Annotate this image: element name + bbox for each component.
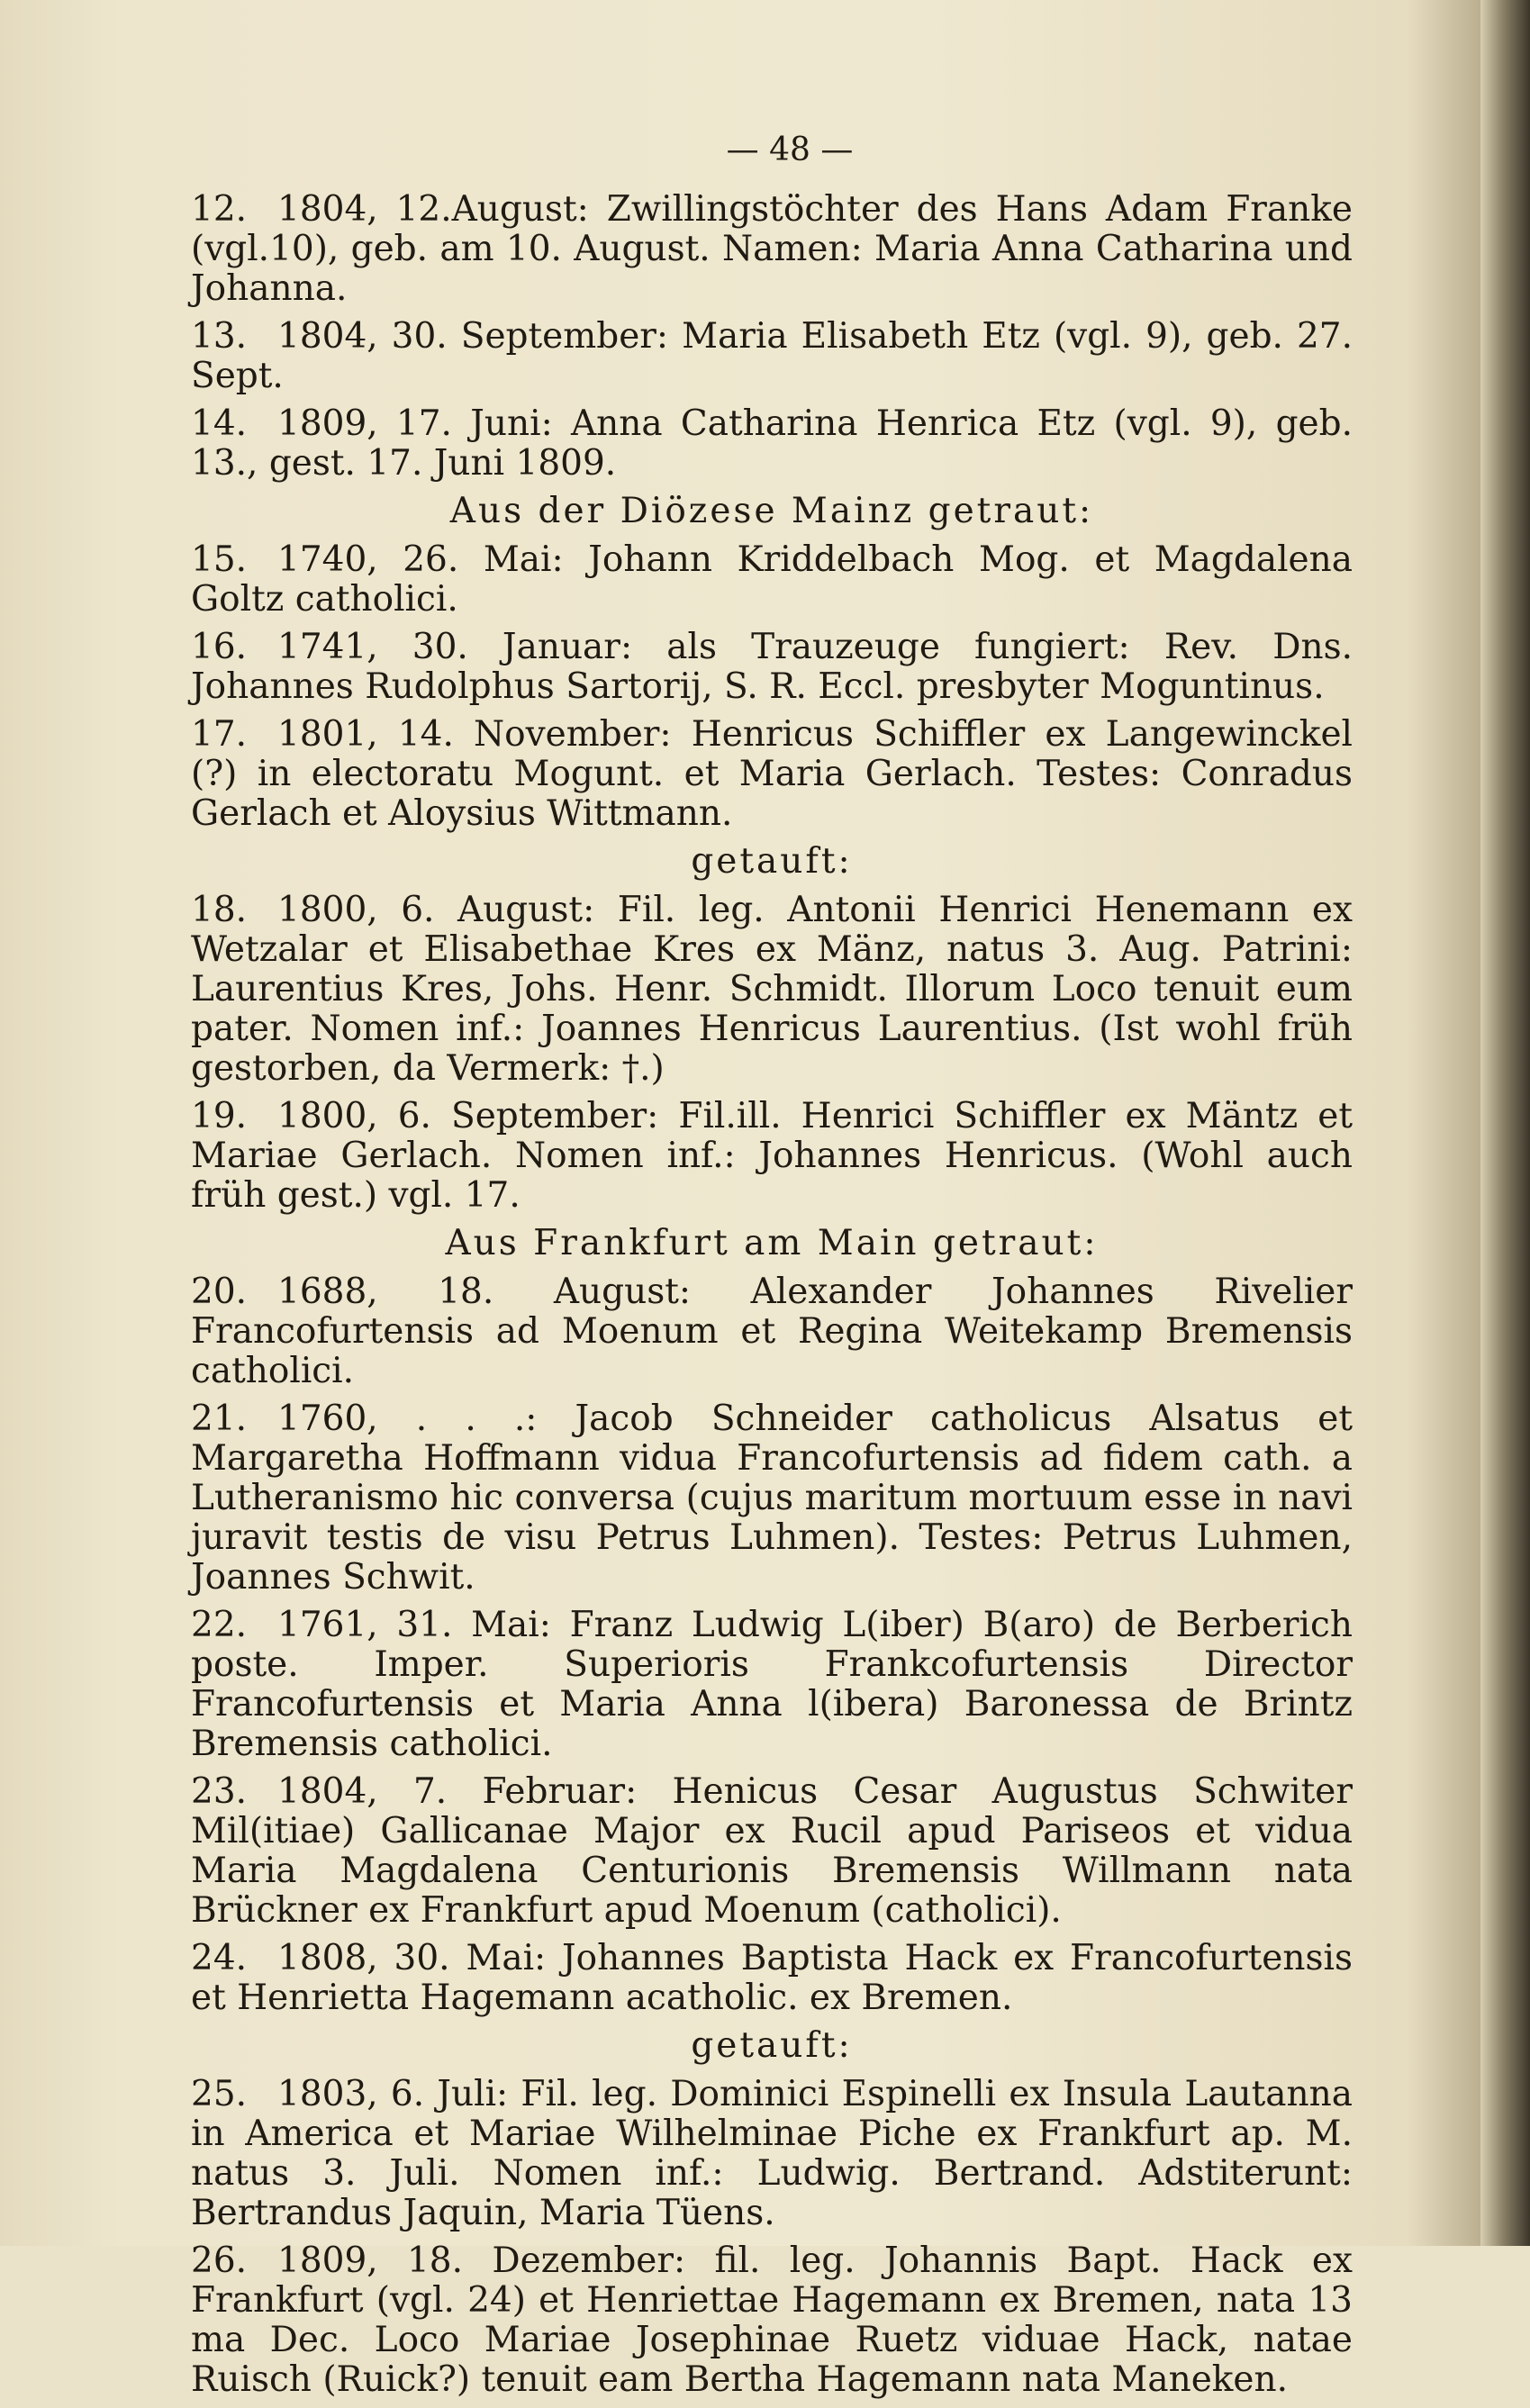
section-heading-getauft-1: getauft: xyxy=(691,841,853,882)
entry-17: 17. 1801, 14. November: Henricus Schiffler ex Langewinckel (?) in electoratu Mogunt. et Maria Gerlach. Testes: Conradus Gerlach et Aloysius Wittmann. xyxy=(191,714,1353,834)
entries-group-c xyxy=(191,891,1353,1216)
entry-26: 26. 1809, 18. Dezember: fil. leg. Johannis Bapt. Hack ex Frankfurt (vgl. 24) et Henriettae Hagemann ex Bremen, nata 13 ma Dec. Loco Mariae Josephinae Ruetz viduae Hack, natae Ruisch (Ruick?) tenuit eam Bertha Hagemann nata Maneken. xyxy=(191,2241,1353,2400)
entry-24: 24. 1808, 30. Mai: Johannes Baptista Hack ex Francofurtensis et Henrietta Hagemann acatholic. ex Bremen. xyxy=(191,1938,1353,2018)
entries-group-d xyxy=(191,1272,1353,2018)
entry-14: 14. 1809, 17. Juni: Anna Catharina Henrica Etz (vgl. 9), geb. 13., gest. 17. Juni 1809. xyxy=(191,403,1353,484)
entries-group-b xyxy=(191,540,1353,834)
entry-16: 16. 1741, 30. Januar: als Trauzeuge fungiert: Rev. Dns. Johannes Rudolphus Sartorij, S. R. Eccl. presbyter Moguntinus. xyxy=(191,627,1353,707)
entry-18: 18. 1800, 6. August: Fil. leg. Antonii Henrici Henemann ex Wetzalar et Elisabethae Kres ex Mänz, natus 3. Aug. Patrini: Laurentius Kres, Johs. Henr. Schmidt. Illorum Loco tenuit eum pater. Nomen inf.: Joannes Henricus Laurentius. (Ist wohl früh gestorben, da Vermerk: †.) xyxy=(191,890,1353,1089)
entry-12: 12. 1804, 12.August: Zwillingstöchter des Hans Adam Franke (vgl.10), geb. am 10. August. Namen: Maria Anna Catharina und Johanna. xyxy=(191,189,1353,309)
entries-group-a xyxy=(191,190,1353,484)
entry-25: 25. 1803, 6. Juli: Fil. leg. Dominici Espinelli ex Insula Lautanna in America et Mariae Wilhelminae Piche ex Frankfurt ap. M. natus 3. Juli. Nomen inf.: Ludwig. Bertrand. Adstiterunt: Bertrandus Jaquin, Maria Tüens. xyxy=(191,2074,1353,2233)
section-heading-getauft-2: getauft: xyxy=(691,2025,853,2066)
entry-22: 22. 1761, 31. Mai: Franz Ludwig L(iber) B(aro) de Berberich poste. Imper. Superioris Frankcofurtensis Director Francofurtensis et Maria Anna l(ibera) Baronessa de Brintz Bremensis catholici. xyxy=(191,1605,1353,1764)
entry-15: 15. 1740, 26. Mai: Johann Kriddelbach Mog. et Magdalena Goltz catholici. xyxy=(191,539,1353,620)
page-content xyxy=(191,131,1353,2408)
entry-19: 19. 1800, 6. September: Fil.ill. Henrici Schiffler ex Mäntz et Mariae Gerlach. Nomen inf.: Johannes Henricus. (Wohl auch früh gest.) vgl. 17. xyxy=(191,1096,1353,1216)
entry-23: 23. 1804, 7. Februar: Henicus Cesar Augustus Schwiter Mil(itiae) Gallicanae Major ex Rucil apud Pariseos et vidua Maria Magdalena Centurionis Bremensis Willmann nata Brückner ex Frankfurt apud Moenum (catholici). xyxy=(191,1771,1353,1931)
entry-20: 20. 1688, 18. August: Alexander Johannes Rivelier Francofurtensis ad Moenum et Regina Weitekamp Bremensis catholici. xyxy=(191,1272,1353,1391)
page-number: — 48 — xyxy=(726,131,854,168)
book-spine-shadow xyxy=(1480,0,1530,2246)
section-heading-frankfurt: Aus Frankfurt am Main getraut: xyxy=(445,1223,1099,1263)
entry-13: 13. 1804, 30. September: Maria Elisabeth Etz (vgl. 9), geb. 27. Sept. xyxy=(191,316,1353,396)
entry-21: 21. 1760, . . .: Jacob Schneider catholicus Alsatus et Margaretha Hoffmann vidua Francofurtensis ad fidem cath. a Lutheranismo hic conversa (cujus maritum mortuum esse in navi juravit testis de visu Petrus Luhmen). Testes: Petrus Luhmen, Joannes Schwit. xyxy=(191,1399,1353,1598)
entries-group-e xyxy=(191,2075,1353,2400)
section-heading-mainz: Aus der Diözese Mainz getraut: xyxy=(449,491,1094,531)
